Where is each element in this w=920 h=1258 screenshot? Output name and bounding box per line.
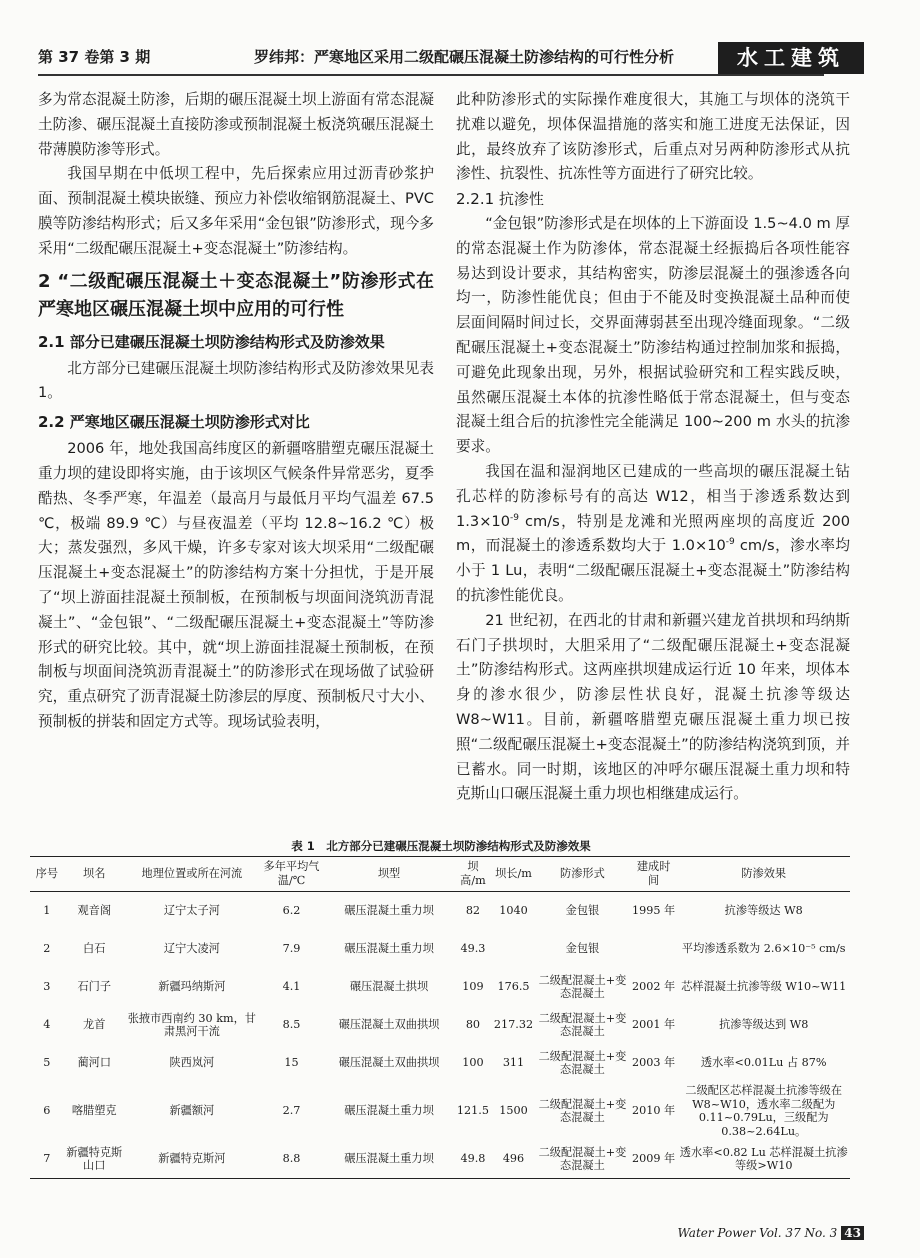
table-cell: 311 (502, 1056, 525, 1070)
paragraph: 多为常态混凝土防渗，后期的碾压混凝土坝上游面有常态混凝土防渗、碾压混凝土直接防渗或预制混凝土板浇筑碾压混凝土带薄膜防渗等形式。 (38, 91, 434, 158)
table-cell: 张掖市西南约 30 km，甘肃黑河干流 (127, 1011, 256, 1038)
paragraph: 我国在温和湿润地区已建成的一些高坝的碾压混凝土钻孔芯样的防渗标号有的高达 W12，相当于渗透系数达到 $1.3\times 10^{-9}$ cm/s，特别是龙滩和光照两座坝的高度近 200 m，而混凝土的渗透系数均大于 $1.0\times 10^{-9}$ cm/s，渗水率均小于 1 Lu，表明“二级配碾压混凝土+变态混凝土”防渗结构的抗渗性能优良。 (456, 462, 850, 604)
table-cell: 芯样混凝土抗渗等级 W10~W11 (681, 980, 847, 994)
table-cell: 龙首 (83, 1018, 106, 1032)
table-header-cell: 多年平均气温/℃ (259, 857, 324, 892)
running-header (38, 44, 844, 72)
subsection-heading: 2.2 严寒地区碾压混凝土坝防渗形式对比 (38, 413, 310, 432)
table-cell: 碾压混凝土重力坝 (324, 1140, 454, 1179)
table-cell: 碾压混凝土重力坝 (344, 942, 434, 956)
table-cell: 5 (43, 1056, 51, 1070)
table-cell: 新疆额河 (169, 1104, 215, 1118)
running-title: 罗纬邦：严寒地区采用二级配碾压混凝土防渗结构的可行性分析 (254, 48, 675, 66)
table-cell: 7.9 (282, 942, 301, 956)
paragraph: 2006 年，地处我国高纬度区的新疆喀腊塑克碾压混凝土重力坝的建设即将实施，由于该坝区气候条件异常恶劣，夏季酷热、冬季严寒，年温差（最高月与最低月平均气温差 67.5 ℃，极端 89.9 ℃）与昼夜温差（平均 12.8~16.2 ℃）极大；蒸发强烈，多风干燥，许多专家对该大坝采用“二级配碾压混凝土+变态混凝土”的防渗结构方案十分担忧，于是开展了“坝上游面挂混凝土预制板，在预制板与坝面间浇筑沥青混凝土”、“金包银”、“二级配碾压混凝土+变态混凝土”等防渗形式的研究比较。其中，就“坝上游面挂混凝土预制板，在预制板与坝面间浇筑沥青混凝土”的防渗形式在现场做了试验研究，重点研究了沥青混凝土防渗层的厚度、预制板尺寸大小、预制板的拼装和固定方式等。现场试验表明， (38, 440, 434, 730)
table-cell: 8.8 (259, 1140, 324, 1179)
table-cell: 透水率<0.82 Lu 芯样混凝土抗渗等级>W10 (677, 1140, 850, 1179)
page-footer (678, 1226, 864, 1240)
table-header-cell: 建成时间 (630, 857, 678, 892)
journal-logo: 水工建筑 (718, 42, 864, 74)
right-column (456, 88, 850, 807)
table-header-cell: 坝型 (324, 857, 454, 892)
table-cell: 8.5 (282, 1018, 301, 1032)
table-cell: 碾压混凝土双曲拱坝 (338, 1056, 440, 1070)
section-heading: 2 “二级配碾压混凝土＋变态混凝土”防渗形式在严寒地区碾压混凝土坝中应用的可行性 (38, 270, 434, 320)
subsubsection-heading: 2.2.1 抗渗性 (456, 190, 544, 209)
table-cell: 1500 (499, 1104, 528, 1118)
table-cell: 抗渗等级达 W8 (724, 904, 803, 918)
table-header-cell: 坝名 (64, 857, 125, 892)
paragraph: 我国早期在中低坝工程中，先后探索应用过沥青砂浆护面、预制混凝土模块嵌缝、预应力补偿收缩钢筋混凝土、PVC 膜等防渗结构形式；后又多年采用“金包银”防渗形式，现今多采用“二级配碾压混凝土+变态混凝土”防渗结构。 (38, 165, 434, 257)
paragraph: 此种防渗形式的实际操作难度很大，其施工与坝体的浇筑干扰难以避免，坝体保温措施的落实和施工进度无法保证，因此，最终放弃了该防渗形式，后重点对另两种防渗形式从抗渗性、抗裂性、抗冻性等方面进行了研究比较。 (456, 91, 850, 183)
table-cell: 观音阁 (77, 904, 112, 918)
table-cell: 白石 (83, 942, 106, 956)
table-cell: 2003 年 (632, 1056, 676, 1070)
table-header-row (30, 857, 850, 892)
table-cell: 二级配区芯样混凝土抗渗等级在 W8~W10，透水率二级配为 0.11~0.79Lu，三级配为 0.38~2.64Lu。 (685, 1084, 843, 1138)
table-cell: 平均渗透系数为 2.6×10⁻⁵ cm/s (681, 942, 846, 956)
table-cell: 二级配混凝土+变态混凝土 (538, 973, 627, 1000)
table-cell: 碾压混凝土重力坝 (344, 1104, 434, 1118)
table-cell: 121.5 (456, 1104, 489, 1118)
table-cell: 6.2 (282, 904, 301, 918)
table-cell: 1995 年 (632, 904, 676, 918)
table-cell: 176.5 (497, 980, 530, 994)
table-cell: 喀腊塑克 (71, 1104, 117, 1118)
table-cell: 6 (43, 1104, 51, 1118)
page-number: 43 (841, 1226, 864, 1240)
table-cell: 陕西岚河 (169, 1056, 215, 1070)
data-table (30, 856, 850, 1179)
table-cell: 80 (465, 1018, 481, 1032)
table-cell: 辽宁大凌河 (163, 942, 220, 956)
subsection-heading: 2.1 部分已建碾压混凝土坝防渗结构形式及防渗效果 (38, 332, 385, 351)
left-column (38, 88, 434, 735)
table-header-cell: 序号 (30, 857, 64, 892)
table-cell: 碾压混凝土重力坝 (344, 904, 434, 918)
table-cell: 新疆特克斯山口 (64, 1140, 125, 1179)
table-cell: 新疆玛纳斯河 (158, 980, 226, 994)
table-header-cell: 防渗形式 (535, 857, 630, 892)
table-cell: 1040 (499, 904, 528, 918)
table-row (30, 892, 850, 931)
table-cell (492, 930, 535, 968)
table-cell: 100 (462, 1056, 484, 1070)
table-cell: 4.1 (282, 980, 301, 994)
table-cell: 辽宁太子河 (163, 904, 220, 918)
table-cell: 109 (462, 980, 484, 994)
table-header-cell: 防渗效果 (677, 857, 850, 892)
table-row (30, 968, 850, 1006)
table-cell: 2009 年 (630, 1140, 678, 1179)
table-cell: 抗渗等级达到 W8 (719, 1018, 809, 1032)
table-cell: 新疆特克斯河 (125, 1140, 259, 1179)
table-body (30, 892, 850, 1179)
header-rule (38, 74, 824, 76)
table-cell: 蔺河口 (77, 1056, 112, 1070)
table-header-cell: 坝高/m (454, 857, 492, 892)
table-caption: 表 1 北方部分已建碾压混凝土坝防渗结构形式及防渗效果 (291, 839, 591, 853)
table-cell: 4 (43, 1018, 51, 1032)
table-cell: 15 (284, 1056, 299, 1070)
table-cell: 2001 年 (632, 1018, 676, 1032)
table-row (30, 930, 850, 968)
table-cell: 碾压混凝土双曲拱坝 (338, 1018, 440, 1032)
table-cell: 透水率<0.01Lu 占 87% (700, 1056, 827, 1070)
table-cell: 49.8 (454, 1140, 492, 1179)
table-cell: 二级配混凝土+变态混凝土 (538, 1097, 627, 1124)
table-cell: 二级配混凝土+变态混凝土 (535, 1140, 630, 1179)
table-cell (630, 930, 678, 968)
table-cell: 3 (43, 980, 51, 994)
table-row (30, 1140, 850, 1179)
paragraph: “金包银”防渗形式是在坝体的上下游面设 1.5~4.0 m 厚的常态混凝土作为防渗体，常态混凝土经振捣后各项性能容易达到设计要求，其结构密实，防渗层混凝土的强渗透各向均一，防渗性能优良；但由于不能及时变换混凝土品种而使层面间隔时间过长，交界面薄弱甚至出现冷缝面现象。“二级配碾压混凝土+变态混凝土”防渗结构通过控制加浆和振捣，可避免此现象出现，另外，根据试验研究和工程实践反映，虽然碾压混凝土本体的抗渗性略低于常态混凝土，但与变态混凝土组合后的抗渗性完全能满足 100~200 m 水头的抗渗要求。 (456, 214, 850, 456)
table-cell: 49.3 (460, 942, 486, 956)
table-cell: 2 (43, 942, 51, 956)
paragraph: 北方部分已建碾压混凝土坝防渗结构形式及防渗效果见表 1。 (38, 359, 434, 402)
table-cell: 金包银 (565, 904, 600, 918)
table-cell: 石门子 (77, 980, 112, 994)
table-cell: 82 (465, 904, 481, 918)
table-cell: 496 (492, 1140, 535, 1179)
journal-name: Water Power Vol. 37 No. 3 (677, 1226, 838, 1240)
table-row (30, 1082, 850, 1140)
table-cell: 7 (30, 1140, 64, 1179)
table-cell: 金包银 (565, 942, 600, 956)
table-cell: 2.7 (282, 1104, 301, 1118)
table-row (30, 1044, 850, 1082)
table-cell: 217.32 (493, 1018, 534, 1032)
table-cell: 1 (43, 904, 51, 918)
table-header-cell: 坝长/m (492, 857, 535, 892)
table-cell: 二级配混凝土+变态混凝土 (538, 1011, 627, 1038)
table-cell: 2010 年 (632, 1104, 676, 1118)
table-cell: 二级配混凝土+变态混凝土 (538, 1049, 627, 1076)
issue-label: 第 37 卷第 3 期 (38, 48, 151, 66)
table-cell: 2002 年 (632, 980, 676, 994)
paragraph: 21 世纪初，在西北的甘肃和新疆兴建龙首拱坝和玛纳斯石门子拱坝时，大胆采用了“二级配碾压混凝土+变态混凝土”防渗结构形式。这两座拱坝建成运行近 10 年来，坝体本身的渗水很少，防渗层性状良好，混凝土抗渗等级达 W8~W11。目前，新疆喀腊塑克碾压混凝土重力坝已按照“二级配碾压混凝土+变态混凝土”的防渗结构浇筑到顶，并已蓄水。同一时期，该地区的冲呼尔碾压混凝土重力坝和特克斯山口碾压混凝土重力坝也相继建成运行。 (456, 611, 850, 803)
table-cell: 碾压混凝土拱坝 (349, 980, 429, 994)
table-header-cell: 地理位置或所在河流 (125, 857, 259, 892)
table-row (30, 1006, 850, 1044)
